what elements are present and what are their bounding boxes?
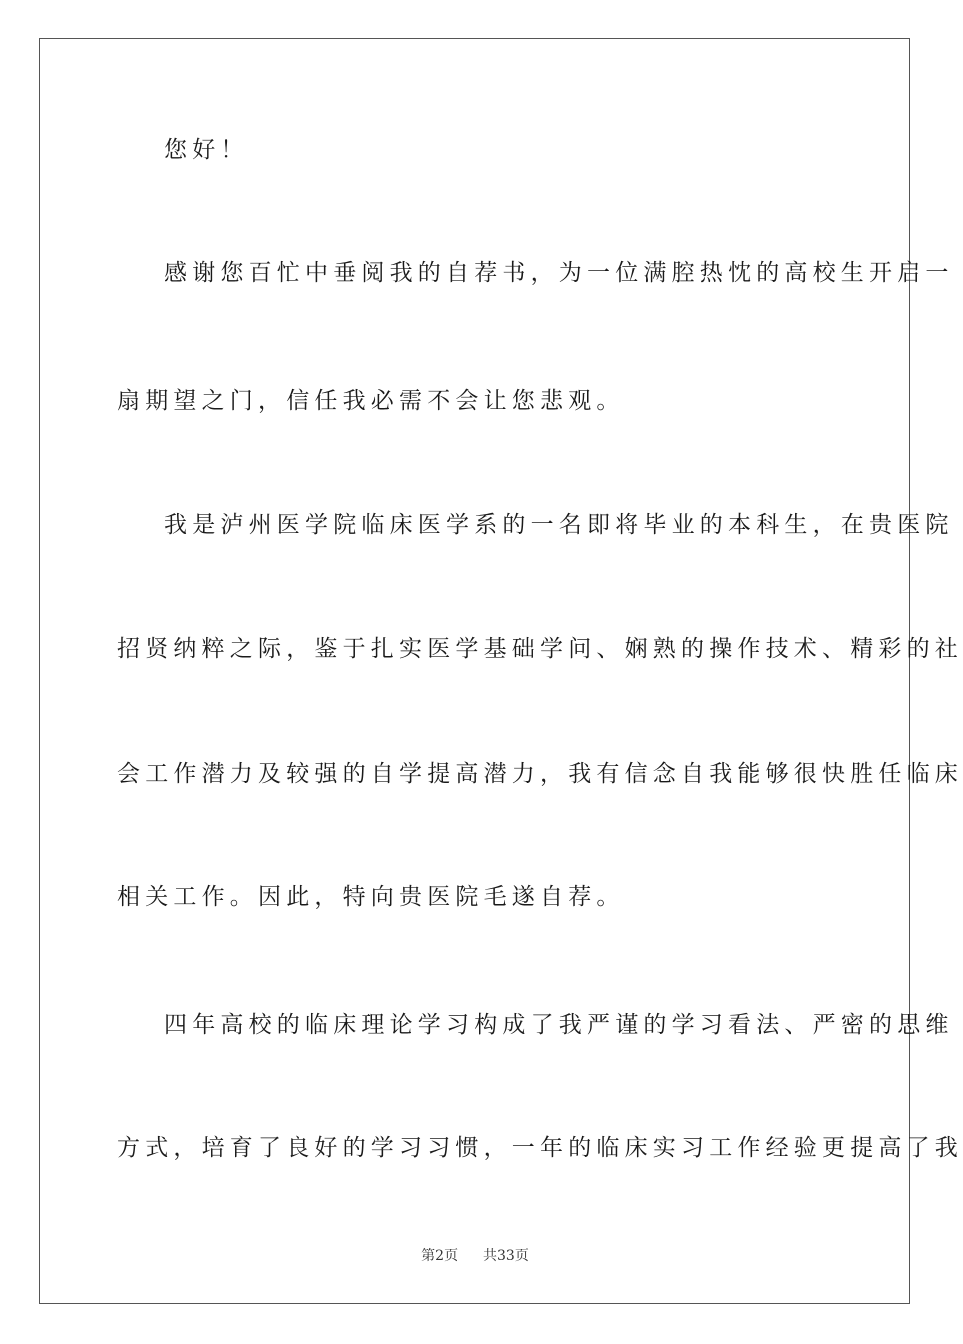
page-border	[39, 38, 963, 1304]
paragraph-3-line-2: 方式，培育了良好的学习习惯，一年的临床实习工作经验更提高了我	[117, 1135, 963, 1161]
paragraph-2-line-2: 招贤纳粹之际，鉴于扎实医学基础学问、娴熟的操作技术、精彩的社	[117, 636, 963, 662]
paragraph-2-line-4: 相关工作。因此，特向贵医院毛遂自荐。	[117, 884, 625, 910]
paragraph-2-line-3: 会工作潜力及较强的自学提高潜力，我有信念自我能够很快胜任临床	[117, 761, 963, 787]
paragraph-3-line-1: 四年高校的临床理论学习构成了我严谨的学习看法、严密的思维	[164, 1012, 954, 1038]
paragraph-2-line-1: 我是泸州医学院临床医学系的一名即将毕业的本科生，在贵医院	[164, 512, 954, 538]
paragraph-1-line-2: 扇期望之门，信任我必需不会让您悲观。	[117, 388, 625, 414]
page-footer	[0, 1246, 950, 1266]
page-number: 第2页	[421, 1248, 459, 1264]
paragraph-1-line-1: 感谢您百忙中垂阅我的自荐书，为一位满腔热忱的高校生开启一	[164, 260, 954, 286]
greeting-line: 您好！	[164, 137, 249, 163]
page-total: 共33页	[483, 1248, 529, 1264]
